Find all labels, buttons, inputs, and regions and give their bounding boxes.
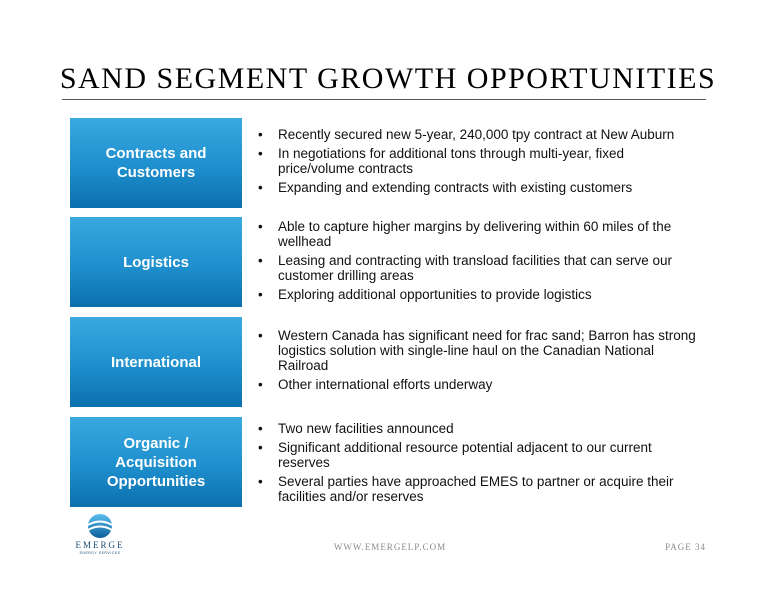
section-label-logistics: Logistics xyxy=(70,217,242,307)
bullet-item: • Significant additional resource potential adjacent to our current reserves xyxy=(256,440,696,470)
logo-subtext: ENERGY SERVICES xyxy=(79,551,121,555)
bullet-item: • Leasing and contracting with transload facilities that can serve our customer drilling areas xyxy=(256,253,696,283)
page-number: PAGE 34 xyxy=(665,542,706,552)
bullet-item: • Expanding and extending contracts with existing customers xyxy=(256,180,696,195)
bullet-item: • Other international efforts underway xyxy=(256,377,696,392)
section-bullets-international xyxy=(256,328,696,396)
bullet-item: • Several parties have approached EMES to partner or acquire their facilities and/or reserves xyxy=(256,474,696,504)
section-label-contracts: Contracts and Customers xyxy=(70,118,242,208)
title-rule xyxy=(62,99,706,100)
bullet-item: • Exploring additional opportunities to provide logistics xyxy=(256,287,696,302)
section-bullets-organic xyxy=(256,421,696,508)
section-label-organic: Organic / Acquisition Opportunities xyxy=(70,417,242,507)
section-label-international: International xyxy=(70,317,242,407)
bullet-item: • Able to capture higher margins by delivering within 60 miles of the wellhead xyxy=(256,219,696,249)
page-title: SAND SEGMENT GROWTH OPPORTUNITIES xyxy=(59,62,717,95)
section-bullets-logistics xyxy=(256,219,696,306)
bullet-item: • In negotiations for additional tons through multi-year, fixed price/volume contracts xyxy=(256,146,696,176)
section-bullets-contracts xyxy=(256,127,696,199)
footer-url: WWW.EMERGELP.COM xyxy=(333,542,447,552)
bullet-item: • Two new facilities announced xyxy=(256,421,696,436)
logo-wordmark: EMERGE xyxy=(75,540,125,550)
bullet-item: • Western Canada has significant need for frac sand; Barron has strong logistics solution with single-line haul on the Canadian National Railroad xyxy=(256,328,696,373)
bullet-item: • Recently secured new 5-year, 240,000 tpy contract at New Auburn xyxy=(256,127,696,142)
